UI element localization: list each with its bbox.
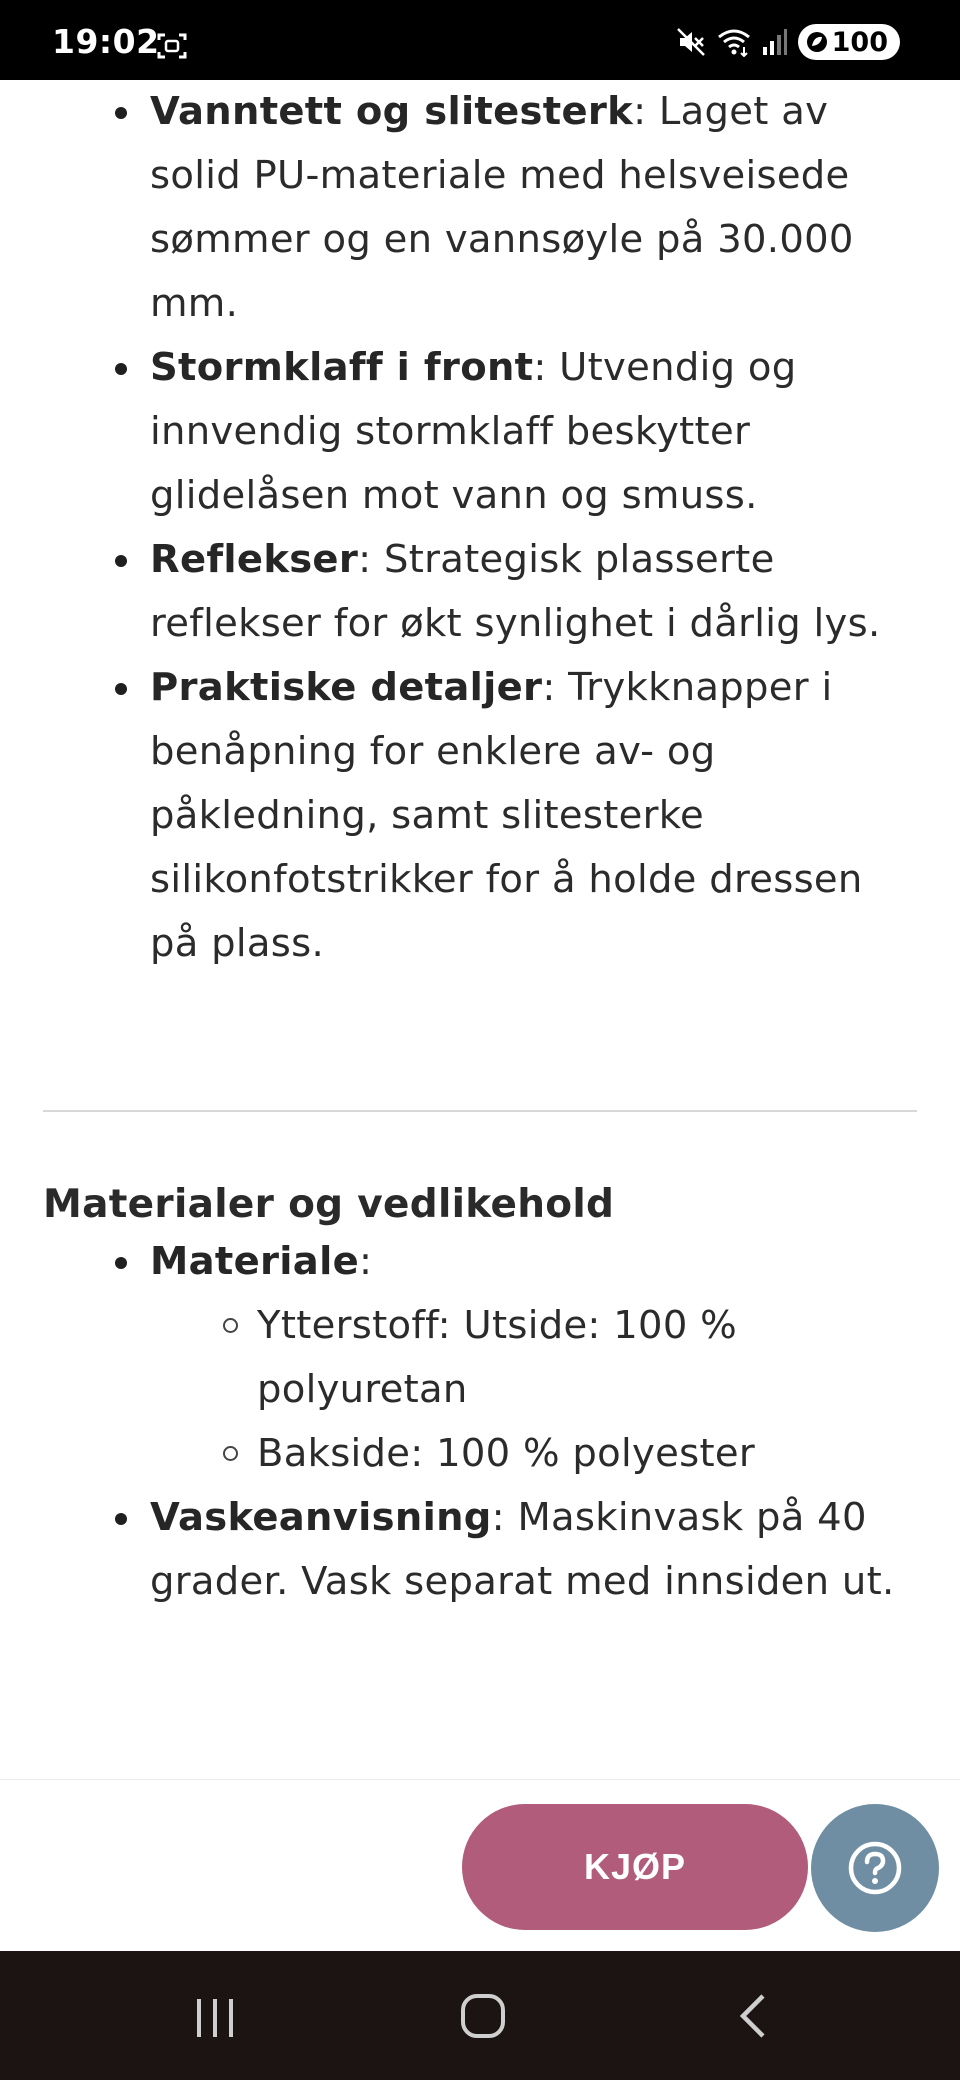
feature-text: : Utvendig og innvendig stormklaff beskytter glidelåsen mot vann og smuss. (150, 345, 797, 518)
help-button[interactable] (811, 1804, 939, 1932)
list-item (0, 80, 960, 336)
recent-apps-icon[interactable] (193, 1995, 237, 2041)
mute-icon (676, 27, 706, 57)
list-item (0, 528, 960, 656)
battery-indicator (798, 24, 900, 60)
feature-text: : Laget av solid PU-materiale med helsveisede sømmer og en vannsøyle på 30.000 mm. (150, 89, 854, 326)
feature-title: Stormklaff i front (150, 345, 534, 390)
home-icon[interactable] (460, 1991, 506, 2041)
feature-text: : Trykknapper i benåpning for enklere av- og påkledning, samt slitesterke silikonfotstrikker for å holde dressen på plass. (150, 665, 863, 966)
product-description (0, 80, 960, 1780)
screenshot-icon (157, 32, 187, 60)
feature-title: Reflekser (150, 537, 359, 582)
list-item (0, 656, 960, 976)
material-title: Materiale (150, 1239, 359, 1284)
back-icon[interactable] (735, 1991, 771, 2041)
purchase-bar (0, 1779, 960, 1952)
feature-list (0, 80, 960, 976)
material-colon: : (358, 1239, 373, 1284)
washing-text: : Maskinvask på 40 grader. Vask separat med innsiden ut. (150, 1495, 895, 1604)
feature-text: : Strategisk plasserte reflekser for økt synlighet i dårlig lys. (150, 537, 881, 646)
list-item (0, 1486, 960, 1614)
list-item (0, 1230, 960, 1486)
feature-title: Praktiske detaljer (150, 665, 543, 710)
washing-title: Vaskeanvisning (150, 1495, 492, 1540)
section-divider (43, 1110, 917, 1112)
status-icons (676, 22, 900, 62)
materials-list (0, 1230, 960, 1614)
battery-level: 100 (831, 26, 888, 58)
feature-title: Vanntett og slitesterk (150, 89, 634, 134)
help-icon (847, 1840, 903, 1896)
list-item (0, 336, 960, 528)
status-time: 19:02 (52, 22, 160, 61)
wifi-icon (716, 27, 752, 57)
battery-saver-icon (806, 31, 828, 53)
status-bar (0, 0, 960, 80)
sublist-item: Ytterstoff: Utside: 100 % polyuretan (150, 1294, 920, 1422)
buy-button[interactable]: KJØP (462, 1804, 808, 1930)
section-heading: Materialer og vedlikehold (43, 1182, 615, 1227)
sublist-item: Bakside: 100 % polyester (150, 1422, 920, 1486)
system-nav-bar (0, 1951, 960, 2080)
material-sublist (150, 1294, 920, 1486)
signal-icon (762, 27, 788, 57)
